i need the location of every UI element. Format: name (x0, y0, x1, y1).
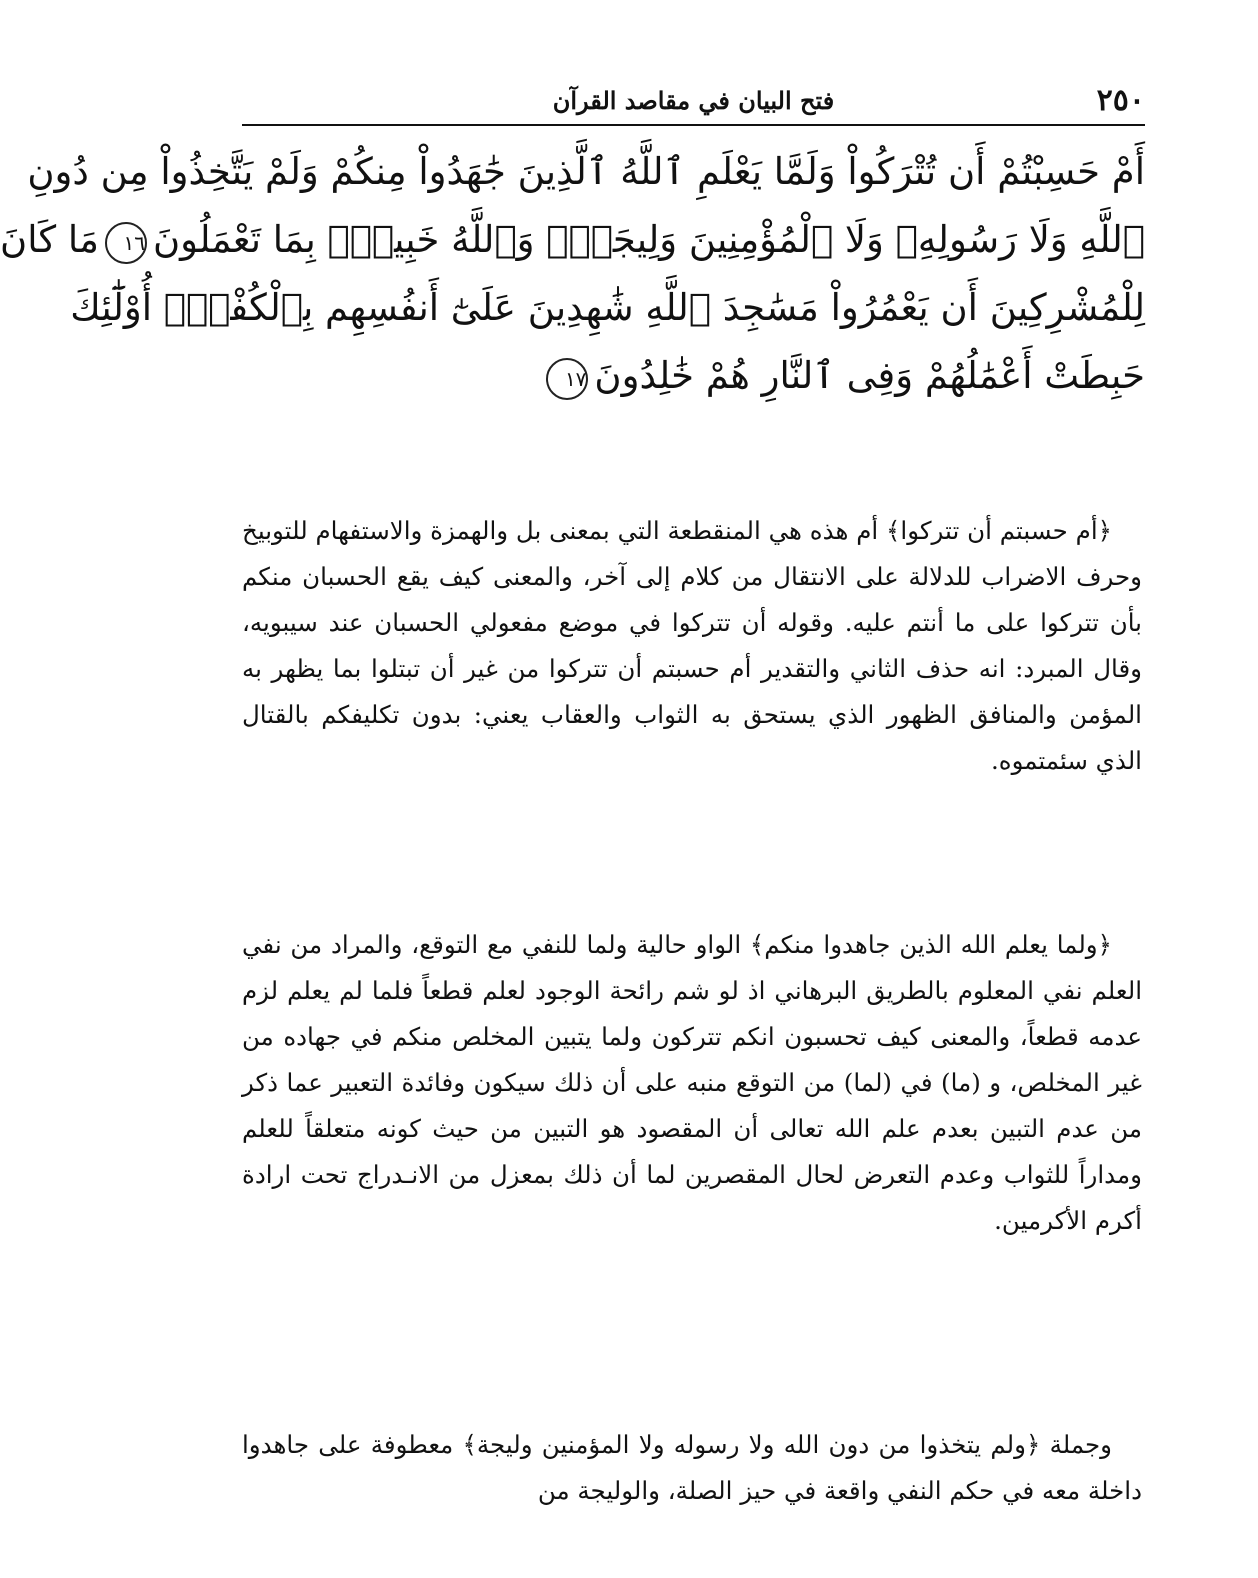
verse-line-2 (0, 206, 1145, 274)
verse-line-4 (242, 342, 1145, 410)
page-number: ٢٥٠ (1096, 83, 1145, 118)
commentary-paragraph-3 (242, 1422, 1142, 1514)
verse-text: لِلْمُشْرِكِينَ أَن يَعْمُرُواْ مَسَٰجِدَ ٱللَّهِ شَٰهِدِينَ عَلَىٰٓ أَنفُسِهِم بِٱلْكُفْرِۚ أُوْلَٰٓئِكَ (70, 286, 1145, 329)
quran-verses-block (0, 138, 1145, 410)
verse-text: مَا كَانَ (0, 218, 99, 261)
paragraph-text: ﴿ولما يعلم الله الذين جاهدوا منكم﴾ الواو حالية ولما للنفي مع التوقع، والمراد من نفي العلم نفي المعلوم بالطريق البرهاني اذ لو شم رائحة الوجود لعلم قطعاً فلما لم يعلم لزم عدمه قطعاً، والمعنى كيف تحسبون انكم تتركون ولما يتبين المخلص منكم في جهاده من غير المخلص، و (ما) في (لما) من التوقع منبه على أن ذلك سيكون وفائدة التعبير عما ذكر من عدم التبين بعدم علم الله تعالى أن المقصود هو التبين من حيث كونه متعلقاً للعلم ومداراً للثواب وعدم التعرض لحال المقصرين لما أن ذلك بمعزل من الانـدراج تحت ارادة أكرم الأكرمين. (242, 930, 1142, 1235)
book-title: فتح البيان في مقاصد القرآن (552, 86, 835, 115)
paragraph-text: ﴿أم حسبتم أن تتركوا﴾ أم هذه هي المنقطعة التي بمعنى بل والهمزة والاستفهام للتوبيخ وحرف الاضراب للدلالة على الانتقال من كلام إلى آخر، والمعنى كيف يقع الحسبان منكم بأن تتركوا على ما أنتم عليه. وقوله أن تتركوا في موضع مفعولي الحسبان عند سيبويه، وقال المبرد: انه حذف الثاني والتقدير أم حسبتم أن تتركوا من غير أن تبتلوا بما يظهر به المؤمن والمنافق الظهور الذي يستحق به الثواب والعقاب يعني: بدون تكليفكم بالقتال الذي سئمتموه. (242, 516, 1142, 775)
commentary-paragraph-2 (242, 922, 1142, 1244)
ayah-number-marker: ١٧ (546, 358, 588, 400)
header-divider (242, 124, 1145, 126)
verse-line-3 (70, 274, 1145, 342)
verse-text: حَبِطَتْ أَعْمَٰلُهُمْ وَفِى ٱلنَّارِ هُمْ خَٰلِدُونَ (594, 354, 1145, 397)
verse-line-1 (27, 138, 1145, 206)
verse-text: ٱللَّهِ وَلَا رَسُولِهِۦ وَلَا ٱلْمُؤْمِنِينَ وَلِيجَةًۚ وَٱللَّهُ خَبِيرٌۢ بِمَا تَعْمَلُونَ (152, 218, 1145, 261)
verse-text: أَمْ حَسِبْتُمْ أَن تُتْرَكُواْ وَلَمَّا يَعْلَمِ ٱللَّهُ ٱلَّذِينَ جَٰهَدُواْ مِنكُمْ وَلَمْ يَتَّخِذُواْ مِن دُونِ (27, 150, 1145, 193)
page-header (242, 78, 1145, 122)
paragraph-text: وجملة ﴿ولم يتخذوا من دون الله ولا رسوله ولا المؤمنين وليجة﴾ معطوفة على جاهدوا داخلة معه في حكم النفي واقعة في حيز الصلة، والوليجة من (242, 1430, 1142, 1505)
ayah-number-marker: ١٦ (105, 222, 147, 264)
commentary-paragraph-1 (242, 508, 1142, 784)
